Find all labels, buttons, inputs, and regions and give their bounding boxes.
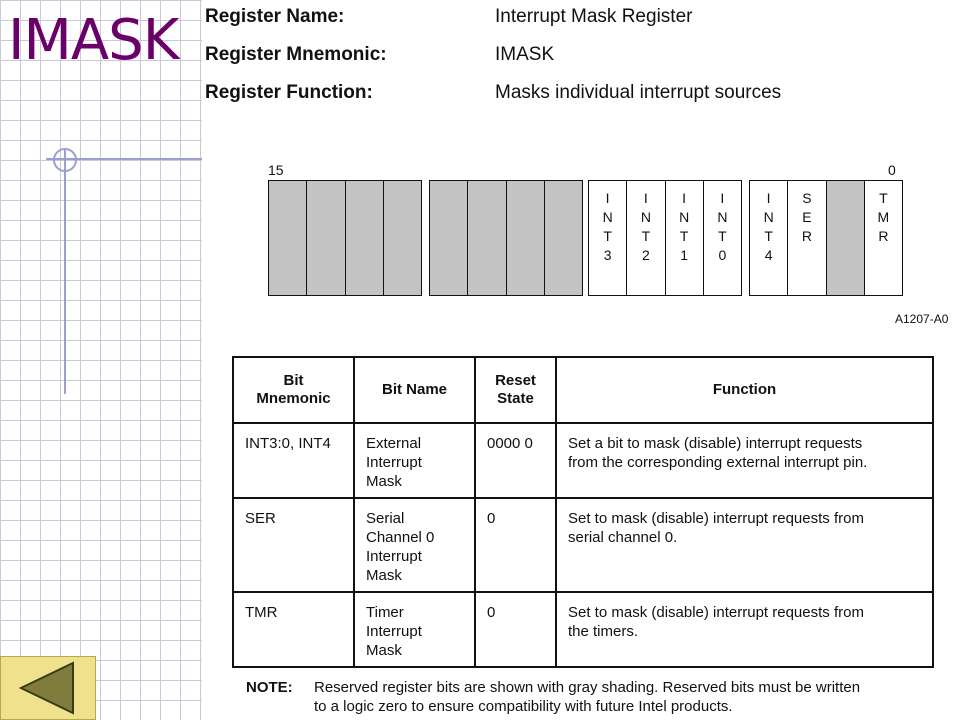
cell-bit-name: [354, 592, 475, 667]
table-body: [233, 423, 933, 667]
text-line: Set a bit to mask (disable) interrupt requests: [568, 435, 863, 452]
bit-cell: [589, 181, 627, 295]
text-line: 0: [487, 510, 496, 527]
text-line: Interrupt: [366, 623, 422, 640]
bit-cell-char: I: [643, 190, 648, 206]
bit-cell-char: N: [640, 209, 651, 225]
decorative-line: [64, 150, 66, 394]
text-line: the timers.: [568, 623, 639, 640]
bit-cell-char: N: [763, 209, 774, 225]
table-header-row: [233, 357, 933, 423]
msb-bit-label: 15: [268, 162, 284, 178]
text-line: 0000 0: [487, 435, 533, 452]
bit-cell: [750, 181, 788, 295]
cell-bit-mnemonic: [233, 498, 354, 592]
reserved-bit-cell: [468, 181, 506, 295]
bit-cell: [865, 181, 902, 295]
bit-cell-char: I: [720, 190, 725, 206]
cell-bit-mnemonic: [233, 423, 354, 498]
reserved-bit-cell: [384, 181, 421, 295]
bit-description-table: [232, 356, 934, 668]
bit-cell: [704, 181, 741, 295]
bit-cell-char: 1: [680, 247, 689, 263]
text-line: serial channel 0.: [568, 529, 678, 546]
text-line: Mask: [366, 642, 402, 659]
text-line: Channel 0: [366, 529, 435, 546]
bit-cell-char: T: [764, 228, 773, 244]
reserved-bit-cell: [307, 181, 345, 295]
bit-cell-char: T: [641, 228, 651, 244]
bit-group: [749, 180, 903, 296]
slide-title: IMASK: [8, 8, 179, 73]
table-row: [233, 423, 933, 498]
bit-cell-char: N: [679, 209, 690, 225]
bit-cell-char: R: [878, 228, 889, 244]
text-line: External: [366, 435, 422, 452]
text-line: INT3:0, INT4: [245, 435, 331, 452]
register-name-label: Register Name:: [205, 6, 345, 27]
text-line: Function: [712, 381, 777, 398]
text-line: Bit Name: [381, 381, 448, 398]
cell-function: [556, 592, 933, 667]
table-row: [233, 498, 933, 592]
register-mnemonic-label: Register Mnemonic:: [205, 44, 387, 65]
bit-group: [588, 180, 742, 296]
reserved-bit-cell: [545, 181, 582, 295]
bit-cell: [788, 181, 826, 295]
text-line: 0: [487, 604, 496, 621]
reserved-bit-cell: [827, 181, 865, 295]
bit-cell-char: E: [802, 209, 812, 225]
cell-function: [556, 498, 933, 592]
bit-cell-char: R: [801, 228, 812, 244]
text-line: SER: [245, 510, 276, 527]
back-triangle-icon: [1, 657, 95, 719]
text-line: Set to mask (disable) interrupt requests from: [568, 604, 864, 621]
text-line: Set to mask (disable) interrupt requests from: [568, 510, 864, 527]
figure-id: A1207-A0: [895, 312, 949, 326]
reserved-bit-cell: [269, 181, 307, 295]
bit-cell-char: T: [718, 228, 727, 244]
bit-cell-char: 0: [718, 247, 727, 263]
bit-cell-char: 2: [641, 247, 650, 263]
cell-reset-state: [475, 592, 556, 667]
bit-group: [268, 180, 422, 296]
cell-bit-name: [354, 498, 475, 592]
bit-cell-char: N: [717, 209, 728, 225]
note-label: NOTE:: [246, 679, 293, 696]
register-function-value: Masks individual interrupt sources: [495, 82, 782, 103]
bit-cell-char: 3: [603, 247, 612, 263]
bit-cell-char: N: [602, 209, 613, 225]
bit-group: [429, 180, 583, 296]
register-function-label: Register Function:: [205, 82, 373, 103]
text-line: from the corresponding external interrupt pin.: [568, 454, 868, 471]
note-text: [314, 678, 954, 716]
text-line: Mask: [366, 567, 402, 584]
text-line: Mnemonic: [256, 390, 331, 407]
lsb-bit-label: 0: [888, 162, 896, 178]
reserved-bit-cell: [346, 181, 384, 295]
text-line: Mask: [366, 473, 402, 490]
text-line: to a logic zero to ensure compatibility with future Intel products.: [314, 698, 733, 715]
bit-cell-char: I: [682, 190, 687, 206]
back-button[interactable]: [0, 656, 96, 720]
bit-cell-char: 4: [764, 247, 773, 263]
text-line: Interrupt: [366, 548, 422, 565]
cell-function: [556, 423, 933, 498]
decorative-circle: [53, 148, 77, 172]
cell-reset-state: [475, 498, 556, 592]
text-line: Reset: [495, 372, 536, 389]
register-mnemonic-value: IMASK: [495, 44, 555, 65]
bit-cell-char: T: [679, 228, 689, 244]
text-line: State: [497, 390, 534, 407]
bit-cell-char: S: [802, 190, 812, 206]
bit-cell-char: M: [877, 209, 890, 225]
cell-bit-mnemonic: [233, 592, 354, 667]
column-header-bit-name: [354, 357, 475, 423]
bit-cell-char: I: [605, 190, 610, 206]
bit-cell: [627, 181, 665, 295]
bit-cell: [666, 181, 704, 295]
column-header-function: [556, 357, 933, 423]
reserved-bit-cell: [507, 181, 545, 295]
text-line: Timer: [366, 604, 404, 621]
cell-reset-state: [475, 423, 556, 498]
bit-cell-char: T: [603, 228, 612, 244]
text-line: Reserved register bits are shown with gray shading. Reserved bits must be written: [314, 679, 861, 696]
column-header-reset-state: [475, 357, 556, 423]
bit-cell-char: I: [766, 190, 771, 206]
text-line: Serial: [366, 510, 405, 527]
reserved-bit-cell: [430, 181, 468, 295]
bit-cell-char: T: [879, 190, 888, 206]
text-line: TMR: [245, 604, 278, 621]
table-row: [233, 592, 933, 667]
column-header-bit-mnemonic: [233, 357, 354, 423]
text-line: Bit: [283, 372, 304, 389]
register-name-value: Interrupt Mask Register: [495, 6, 693, 27]
text-line: Interrupt: [366, 454, 422, 471]
cell-bit-name: [354, 423, 475, 498]
